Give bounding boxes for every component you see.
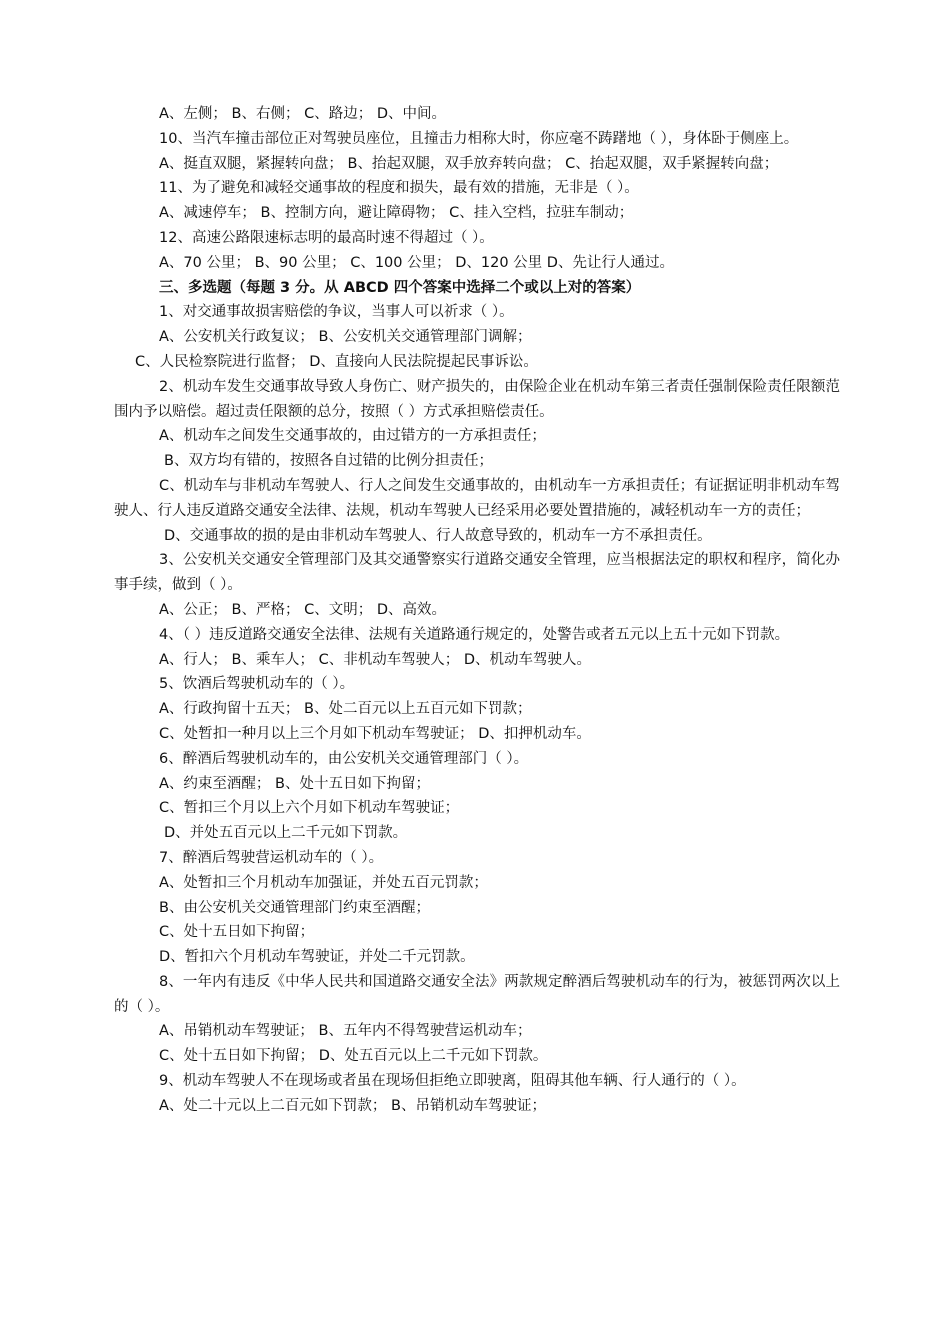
text-line: C、处十五日如下拘留；	[159, 924, 315, 941]
text-line: C、处暂扣一种月以上三个月如下机动车驾驶证； D、扣押机动车。	[159, 725, 591, 742]
text-line: A、机动车之间发生交通事故的，由过错方的一方承担责任；	[159, 428, 546, 445]
text-line: A、减速停车； B、控制方向，避让障碍物； C、挂入空档，拉驻车制动；	[159, 205, 634, 222]
text-line: D、暂扣六个月机动车驾驶证，并处二千元罚款。	[159, 949, 475, 966]
text-line: B、由公安机关交通管理部门约束至酒醒；	[159, 899, 430, 916]
text-line: A、公安机关行政复议； B、公安机关交通管理部门调解；	[159, 329, 532, 346]
text-line: A、行政拘留十五天； B、处二百元以上五百元如下罚款；	[159, 701, 532, 718]
text-line: D、交通事故的损的是由非机动车驾驶人、行人故意导致的，机动车一方不承担责任。	[164, 527, 712, 544]
text-line: A、公正； B、严格； C、文明； D、高效。	[159, 601, 446, 618]
text-line: A、处暂扣三个月机动车加强证，并处五百元罚款；	[159, 874, 488, 891]
text-line: 12、高速公路限速标志明的最高时速不得超过（ ）。	[159, 229, 494, 246]
paragraph: 4、（ ）违反道路交通安全法律、法规有关道路通行规定的，处警告或者五元以上五十元如下罚款。	[159, 626, 790, 643]
paragraph: 10、当汽车撞击部位正对驾驶员座位，且撞击力相称大时，你应毫不踌躇地（ ），身体卧于侧座上。	[159, 130, 799, 147]
section-heading: 三、多选题（每题 3 分。从 ABCD 四个答案中选择二个或以上对的答案）	[159, 279, 641, 296]
text-line: 7、醉酒后驾驶营运机动车的（ ）。	[159, 849, 384, 866]
text-line: C、人民检察院进行监督； D、直接向人民法院提起民事诉讼。	[135, 353, 538, 370]
text-line: 11、为了避免和减轻交通事故的程度和损失，最有效的措施，无非是（ ）。	[159, 180, 639, 197]
paragraph: 3、公安机关交通安全管理部门及其交通警察实行道路交通安全管理，应当根据法定的职权和程序，简化办事手续，做到（ ）。	[114, 552, 840, 594]
paragraph: 9、机动车驾驶人不在现场或者虽在现场但拒绝立即驶离，阻碍其他车辆、行人通行的（ ）。	[159, 1073, 746, 1090]
paragraph: 8、一年内有违反《中华人民共和国道路交通安全法》两款规定醉酒后驾驶机动车的行为，被惩罚两次以上的（ ）。	[114, 973, 840, 1015]
paragraph: A、挺直双腿，紧握转向盘； B、抬起双腿，双手放弃转向盘； C、抬起双腿，双手紧握转向盘；	[159, 155, 779, 172]
text-line: A、左侧； B、右侧； C、路边； D、中间。	[159, 106, 446, 122]
text-line: 5、饮酒后驾驶机动车的（ ）。	[159, 676, 355, 693]
text-line: B、双方均有错的，按照各自过错的比例分担责任；	[164, 453, 493, 470]
paragraph: C、机动车与非机动车驾驶人、行人之间发生交通事故的，由机动车一方承担责任；有证据证明非机动车驾驶人、行人违反道路交通安全法律、法规，机动车驾驶人已经采用必要处置措施的，减轻机动车一方的责任；	[114, 477, 840, 519]
text-line: A、吊销机动车驾驶证； B、五年内不得驾驶营运机动车；	[159, 1023, 532, 1040]
text-line: 1、对交通事故损害赔偿的争议，当事人可以祈求（ ）。	[159, 304, 514, 321]
text-line: C、暂扣三个月以上六个月如下机动车驾驶证；	[159, 800, 460, 817]
text-line: A、70 公里； B、90 公里； C、100 公里； D、120 公里 D、先让行人通过。	[159, 254, 674, 271]
text-line: C、处十五日如下拘留； D、处五百元以上二千元如下罚款。	[159, 1048, 548, 1065]
text-line: A、处二十元以上二百元如下罚款； B、吊销机动车驾驶证；	[159, 1097, 546, 1114]
text-line: 6、醉酒后驾驶机动车的，由公安机关交通管理部门（ ）。	[159, 750, 529, 767]
paragraph: 2、机动车发生交通事故导致人身伤亡、财产损失的，由保险企业在机动车第三者责任强制保险责任限额范围内予以赔偿。超过责任限额的总分，按照（ ）方式承担赔偿责任。	[114, 378, 840, 420]
text-line: A、约束至酒醒； B、处十五日如下拘留；	[159, 775, 430, 792]
text-line: A、行人； B、乘车人； C、非机动车驾驶人； D、机动车驾驶人。	[159, 651, 591, 668]
document-body	[114, 102, 840, 1119]
text-line: D、并处五百元以上二千元如下罚款。	[164, 825, 408, 842]
